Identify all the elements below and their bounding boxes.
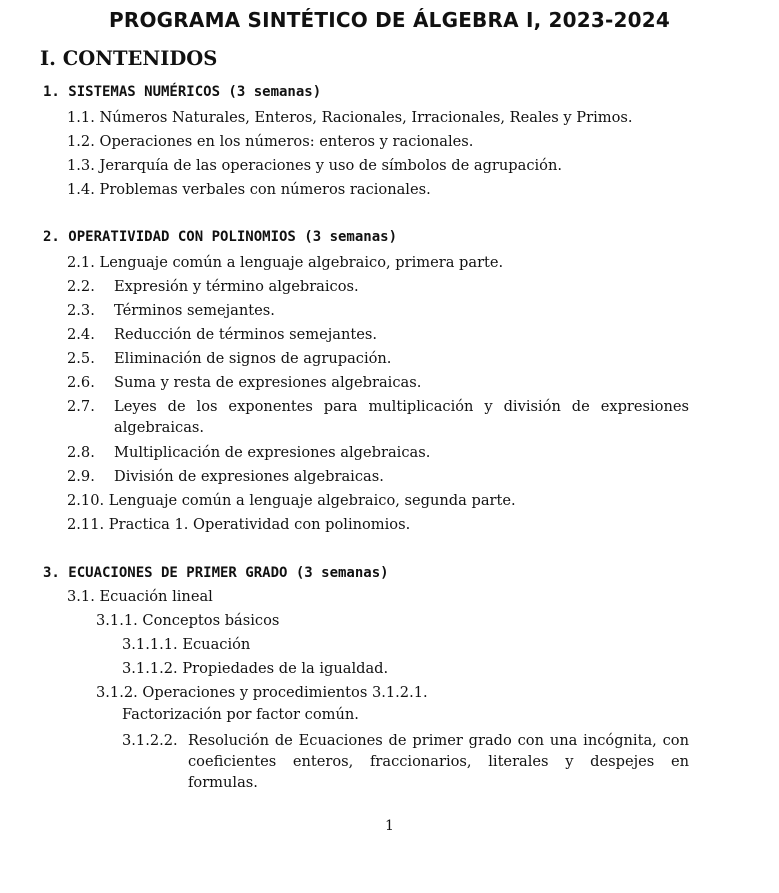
- list-item-2-7-text: Leyes de los exponentes para multiplicación y división de expresiones algebraicas.: [114, 398, 689, 436]
- list-item-3-1-1-1: [122, 636, 250, 654]
- list-item-3-1-2: [96, 684, 428, 702]
- item-number: 2.3.: [67, 302, 95, 319]
- item-text: Términos semejantes.: [114, 302, 275, 319]
- item-number: 2.11.: [67, 516, 105, 533]
- item-text: Lenguaje común a lenguaje algebraico, primera parte.: [99, 254, 504, 271]
- item-text: Suma y resta de expresiones algebraicas.: [114, 374, 422, 391]
- list-item-3-1-2-1-text: Factorización por factor común.: [122, 706, 359, 723]
- item-number: 3.1.1.1.: [122, 636, 178, 653]
- item-text: Ecuación lineal: [99, 588, 213, 605]
- item-number: 1.2.: [67, 133, 95, 150]
- list-item-2-5: [67, 350, 391, 368]
- list-item-2-10: [67, 492, 516, 510]
- item-number: 3.1.: [67, 588, 95, 605]
- item-number: 2.2.: [67, 278, 95, 295]
- unit-title-2: 2. OPERATIVIDAD CON POLINOMIOS (3 semanas): [43, 229, 398, 245]
- item-text: Expresión y término algebraicos.: [114, 278, 359, 295]
- list-item-2-6: [67, 374, 421, 392]
- list-item-2-7-number: 2.7.: [67, 398, 95, 415]
- page-number: 1: [385, 818, 394, 834]
- list-item-2-9: [67, 468, 384, 486]
- list-item-2-8: [67, 444, 430, 462]
- document-title: PROGRAMA SINTÉTICO DE ÁLGEBRA I, 2023-2024: [109, 8, 670, 32]
- item-number: 1.4.: [67, 181, 95, 198]
- list-item-3-1: [67, 588, 213, 606]
- list-item-3-1-2-2-number: 3.1.2.2.: [122, 732, 178, 749]
- item-number: 3.1.1.2.: [122, 660, 178, 677]
- item-number: 2.6.: [67, 374, 95, 391]
- list-item-2-1: [67, 254, 503, 272]
- list-item-2-11: [67, 516, 410, 534]
- list-item-2-2: [67, 278, 359, 296]
- list-item-1-3: [67, 157, 562, 175]
- section-heading: I. CONTENIDOS: [40, 47, 218, 70]
- item-number: 2.5.: [67, 350, 95, 367]
- item-text: División de expresiones algebraicas.: [114, 468, 384, 485]
- item-number: 2.10.: [67, 492, 105, 509]
- list-item-1-4: [67, 181, 431, 199]
- item-text: Operaciones en los números: enteros y racionales.: [99, 133, 474, 150]
- item-number: 2.1.: [67, 254, 95, 271]
- list-item-2-3: [67, 302, 275, 320]
- item-number: 1.3.: [67, 157, 95, 174]
- item-text: Eliminación de signos de agrupación.: [114, 350, 392, 367]
- list-item-3-1-1: [96, 612, 279, 630]
- list-item-1-2: [67, 133, 473, 151]
- item-text: Jerarquía de las operaciones y uso de símbolos de agrupación.: [99, 157, 562, 174]
- list-item-1-1: [67, 109, 633, 127]
- unit-title-3: 3. ECUACIONES DE PRIMER GRADO (3 semanas): [43, 565, 389, 581]
- item-text: Conceptos básicos: [142, 612, 280, 629]
- item-number: 2.8.: [67, 444, 95, 461]
- list-item-3-1-2-2-text: Resolución de Ecuaciones de primer grado con una incógnita, con coeficientes enteros, fraccionarios, literales y despejes en formulas.: [188, 732, 689, 791]
- item-text: Lenguaje común a lenguaje algebraico, segunda parte.: [108, 492, 516, 509]
- list-item-3-1-1-2: [122, 660, 388, 678]
- item-number: 1.1.: [67, 109, 95, 126]
- item-text: Operaciones y procedimientos 3.1.2.1.: [142, 684, 428, 701]
- item-number: 3.1.2.: [96, 684, 138, 701]
- item-text: Reducción de términos semejantes.: [114, 326, 377, 343]
- item-text: Problemas verbales con números racionales.: [99, 181, 431, 198]
- item-number: 3.1.1.: [96, 612, 138, 629]
- item-text: Números Naturales, Enteros, Racionales, Irracionales, Reales y Primos.: [99, 109, 633, 126]
- unit-title-1: 1. SISTEMAS NUMÉRICOS (3 semanas): [43, 84, 322, 100]
- item-text: Practica 1. Operatividad con polinomios.: [108, 516, 411, 533]
- list-item-2-4: [67, 326, 377, 344]
- item-number: 2.4.: [67, 326, 95, 343]
- item-text: Multiplicación de expresiones algebraicas.: [114, 444, 431, 461]
- item-text: Propiedades de la igualdad.: [182, 660, 389, 677]
- item-text: Ecuación: [182, 636, 251, 653]
- item-number: 2.9.: [67, 468, 95, 485]
